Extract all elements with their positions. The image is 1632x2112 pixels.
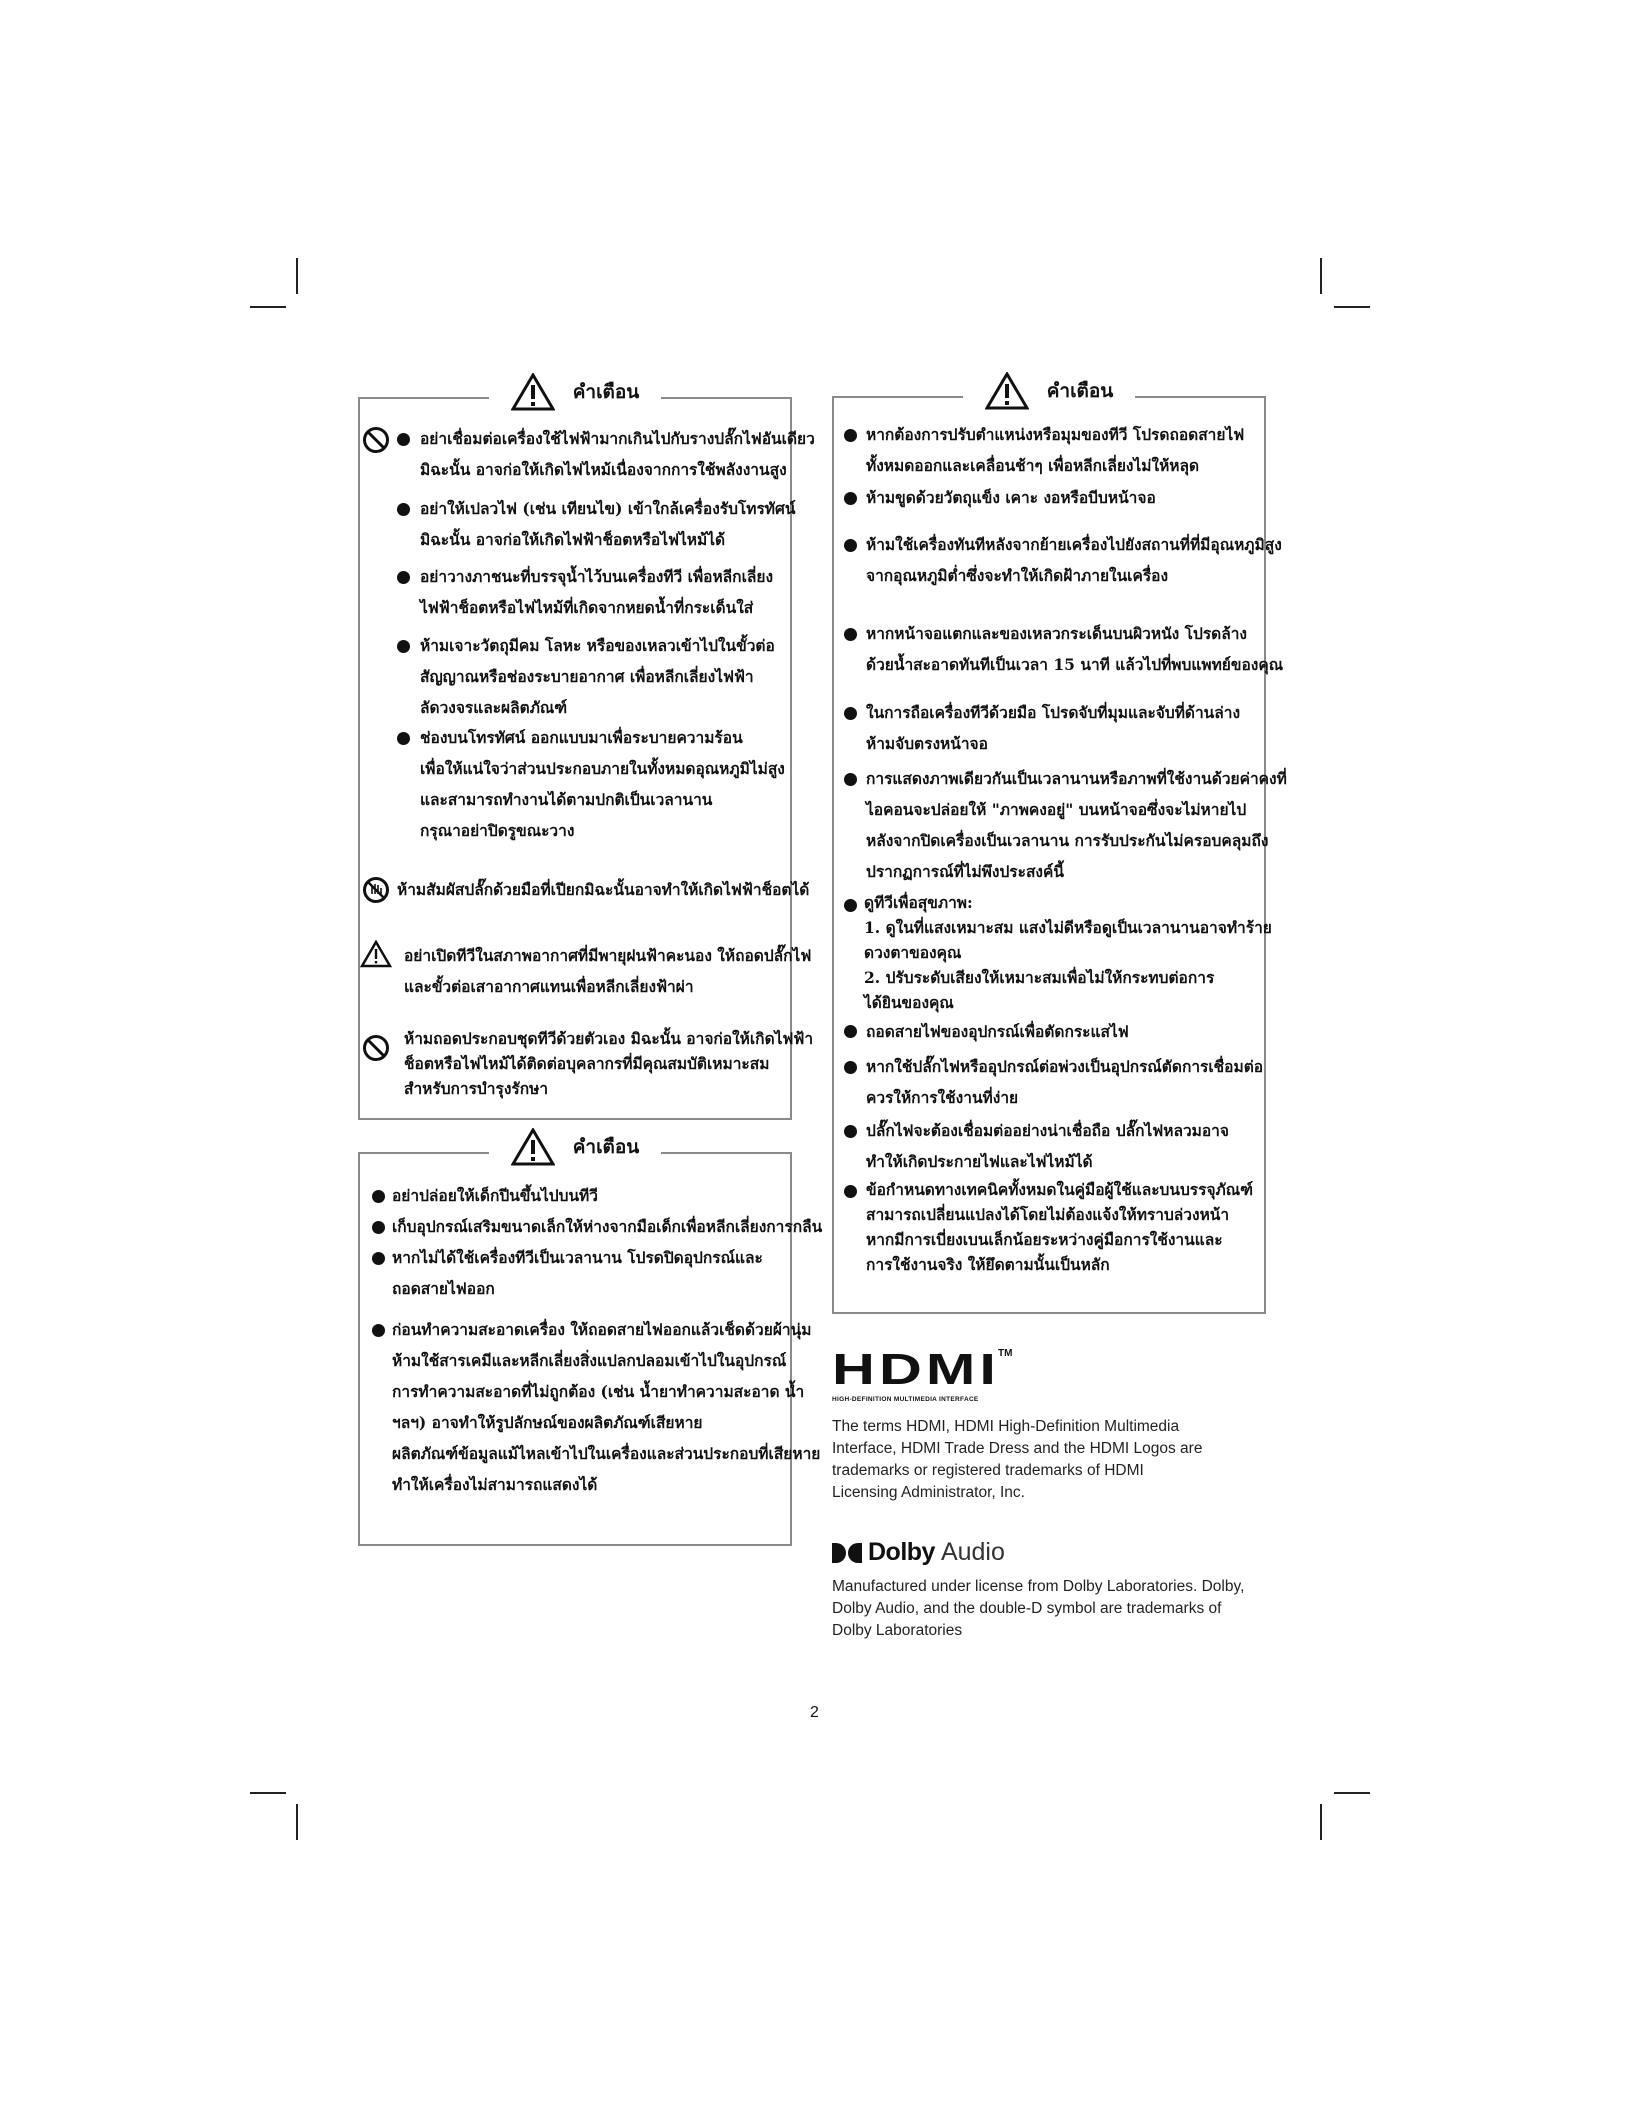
crop-mark: [250, 1792, 286, 1794]
bullet: [372, 1252, 385, 1265]
warning-item: อย่าวางภาชนะที่บรรจุน้ำไว้บนเครื่องทีวี เพื่อหลีกเลี่ยง ไฟฟ้าช็อตหรือไฟไหม้ที่เกิดจากหยดน้ำที่กระเด็นใส่: [420, 567, 774, 617]
box-title-label: คำเตือน: [572, 381, 640, 403]
box-title-label: คำเตือน: [572, 1136, 640, 1158]
crop-mark: [250, 306, 286, 308]
warning-item: ดูทีวีเพื่อสุขภาพ: 1. ดูในที่แสงเหมาะสม แสงไม่ดีหรือดูเป็นเวลานานอาจทำร้าย ดวงตาของคุณ 2. ปรับระดับเสียงให้เหมาะสมเพื่อไม่ให้กระทบต่อการ ได้ยินของคุณ: [864, 893, 1272, 1012]
warning-item: ห้ามใช้เครื่องทันทีหลังจากย้ายเครื่องไปยังสถานที่ที่มีอุณหภูมิสูง จากอุณหภูมิต่ำซึ่งจะทำให้เกิดฝ้าภายในเครื่อง: [866, 535, 1282, 585]
crop-mark: [1334, 306, 1370, 308]
warning-item: ก่อนทำความสะอาดเครื่อง ให้ถอดสายไฟออกแล้วเช็ดด้วยผ้านุ่ม ห้ามใช้สารเคมีและหลีกเลี่ยงสิ่งแปลกปลอมเข้าไปในอุปกรณ์ การทำความสะอาดที่ไม่ถูกต้อง (เช่น น้ำยาทำความสะอาด น้ำ ฯลฯ) อาจทำให้รูปลักษณ์ของผลิตภัณฑ์เสียหาย ผลิตภัณฑ์ข้อมูลแม้ไหลเข้าไปในเครื่องและส่วนประกอบที่เสียหาย ทำให้เครื่องไม่สามารถแสดงได้: [392, 1320, 821, 1494]
bullet: [397, 571, 410, 584]
bullet: [844, 1185, 857, 1198]
bullet: [372, 1324, 385, 1337]
warning-item: ห้ามสัมผัสปลั๊กด้วยมือที่เปียกมิฉะนั้นอาจทำให้เกิดไฟฟ้าช็อตได้: [397, 880, 810, 899]
warning-item: ห้ามเจาะวัตถุมีคม โลหะ หรือของเหลวเข้าไปในขั้วต่อ สัญญาณหรือช่องระบายอากาศ เพื่อหลีกเลี่ยงไฟฟ้า ลัดวงจรและผลิตภัณฑ์: [420, 636, 775, 717]
warning-item: ห้ามถอดประกอบชุดทีวีด้วยตัวเอง มิฉะนั้น อาจก่อให้เกิดไฟฟ้า ช็อตหรือไฟไหม้ได้ติดต่อบุคลากรที่มีคุณสมบัติเหมาะสม สำหรับการบำรุงรักษา: [404, 1029, 814, 1098]
warning-item: ช่องบนโทรทัศน์ ออกแบบมาเพื่อระบายความร้อน เพื่อให้แน่ใจว่าส่วนประกอบภายในทั้งหมดอุณหภูมิไม่สูง และสามารถทำงานได้ตามปกติเป็นเวลานาน กรุณาอย่าปิดรูขณะวาง: [420, 728, 785, 840]
dolby-trademark-text: Manufactured under license from Dolby Laboratories. Dolby, Dolby Audio, and the double-D symbol are trademarks of Dolby Laboratories: [832, 1578, 1245, 1639]
warning-triangle-icon: [985, 372, 1029, 410]
hdmi-logo: [832, 1345, 1013, 1403]
warning-item: ถอดสายไฟของอุปกรณ์เพื่อตัดกระแสไฟ: [866, 1022, 1129, 1041]
bullet: [844, 492, 857, 505]
dolby-logo-light: Audio: [940, 1538, 1005, 1566]
bullet: [397, 732, 410, 745]
box-title: [360, 1128, 790, 1166]
warning-triangle-icon: [511, 1128, 555, 1166]
warning-item: หากใช้ปลั๊กไฟหรืออุปกรณ์ต่อพ่วงเป็นอุปกรณ์ตัดการเชื่อมต่อ ควรให้การใช้งานที่ง่าย: [866, 1057, 1264, 1107]
bullet: [844, 899, 857, 912]
dolby-double-d-icon: [832, 1543, 862, 1563]
bullet: [397, 503, 410, 516]
warning-icon: [360, 940, 392, 968]
warning-item: การแสดงภาพเดียวกันเป็นเวลานานหรือภาพที่ใช้งานด้วยค่าคงที่ ไอคอนจะปล่อยให้ "ภาพคงอยู่" บนหน้าจอซึ่งจะไม่หายไป หลังจากปิดเครื่องเป็นเวลานาน การรับประกันไม่ครอบคลุมถึง ปรากฏการณ์ที่ไม่พึงประสงค์นี้: [866, 769, 1287, 881]
crop-mark: [296, 258, 298, 294]
warning-item: หากหน้าจอแตกและของเหลวกระเด็นบนผิวหนัง โปรดล้าง ด้วยน้ำสะอาดทันทีเป็นเวลา 15 นาที แล้วไปที่พบแพทย์ของคุณ: [866, 624, 1284, 674]
warning-item: ปลั๊กไฟจะต้องเชื่อมต่ออย่างน่าเชื่อถือ ปลั๊กไฟหลวมอาจ ทำให้เกิดประกายไฟและไฟไหม้ได้: [866, 1121, 1229, 1171]
box-title: [834, 372, 1264, 410]
warning-item: หากต้องการปรับตำแหน่งหรือมุมของทีวี โปรดถอดสายไฟ ทั้งหมดออกและเคลื่อนช้าๆ เพื่อหลีกเลี่ยงไม่ให้หลุด: [866, 425, 1245, 475]
bullet: [372, 1221, 385, 1234]
crop-mark: [296, 1804, 298, 1840]
no-wet-hands-icon: [362, 876, 390, 904]
warning-item: อย่าให้เปลวไฟ (เช่น เทียนไข) เข้าใกล้เครื่องรับโทรทัศน์ มิฉะนั้น อาจก่อให้เกิดไฟฟ้าช็อตหรือไฟไหม้ได้: [420, 499, 796, 549]
bullet: [372, 1190, 385, 1203]
bullet: [844, 429, 857, 442]
crop-mark: [1320, 258, 1322, 294]
prohibited-icon: [362, 1034, 390, 1062]
hdmi-logo-text: HDMI: [832, 1345, 1000, 1394]
bullet: [844, 773, 857, 786]
box-title-label: คำเตือน: [1046, 380, 1114, 402]
crop-mark: [1320, 1804, 1322, 1840]
warning-triangle-icon: [511, 373, 555, 411]
warning-item: อย่าปล่อยให้เด็กปีนขึ้นไปบนทีวี: [392, 1186, 598, 1205]
bullet: [844, 1061, 857, 1074]
bullet: [844, 707, 857, 720]
warning-item: ห้ามขูดด้วยวัตถุแข็ง เคาะ งอหรือบีบหน้าจอ: [866, 488, 1156, 507]
dolby-logo: [832, 1538, 1005, 1567]
warning-item: ในการถือเครื่องทีวีด้วยมือ โปรดจับที่มุมและจับที่ด้านล่าง ห้ามจับตรงหน้าจอ: [866, 703, 1241, 753]
prohibited-icon: [362, 426, 390, 454]
warning-item: ข้อกำหนดทางเทคนิคทั้งหมดในคู่มือผู้ใช้และบนบรรจุภัณฑ์ สามารถเปลี่ยนแปลงได้โดยไม่ต้องแจ้งให้ทราบล่วงหน้า หากมีการเบี่ยงเบนเล็กน้อยระหว่างคู่มือการใช้งานและ การใช้งานจริง ให้ยึดตามนั้นเป็นหลัก: [866, 1180, 1254, 1274]
hdmi-logo-subtitle: HIGH-DEFINITION MULTIMEDIA INTERFACE: [832, 1396, 979, 1403]
hdmi-tm: TM: [998, 1348, 1013, 1359]
warning-item: หากไม่ได้ใช้เครื่องทีวีเป็นเวลานาน โปรดปิดอุปกรณ์และ ถอดสายไฟออก: [392, 1248, 763, 1298]
bullet: [844, 1125, 857, 1138]
warning-item: อย่าเปิดทีวีในสภาพอากาศที่มีพายุฝนฟ้าคะนอง ให้ถอดปลั๊กไฟ และขั้วต่อเสาอากาศแทนเพื่อหลีกเลี่ยงฟ้าผ่า: [404, 946, 812, 996]
bullet: [844, 539, 857, 552]
bullet: [397, 640, 410, 653]
page-number: 2: [810, 1704, 819, 1721]
bullet: [844, 1025, 857, 1038]
hdmi-trademark-text: The terms HDMI, HDMI High-Definition Multimedia Interface, HDMI Trade Dress and the HDMI Logos are trademarks or registered trademarks of HDMI Licensing Administrator, Inc.: [832, 1418, 1203, 1501]
warning-item: เก็บอุปกรณ์เสริมขนาดเล็กให้ห่างจากมือเด็กเพื่อหลีกเลี่ยงการกลืน: [392, 1217, 823, 1236]
box-title: [360, 373, 790, 411]
bullet: [397, 433, 410, 446]
dolby-logo-bold: Dolby: [868, 1538, 935, 1566]
bullet: [844, 628, 857, 641]
crop-mark: [1334, 1792, 1370, 1794]
warning-item: อย่าเชื่อมต่อเครื่องใช้ไฟฟ้ามากเกินไปกับรางปลั๊กไฟอันเดียว มิฉะนั้น อาจก่อให้เกิดไฟไหม้เนื่องจากการใช้พลังงานสูง: [420, 429, 815, 479]
